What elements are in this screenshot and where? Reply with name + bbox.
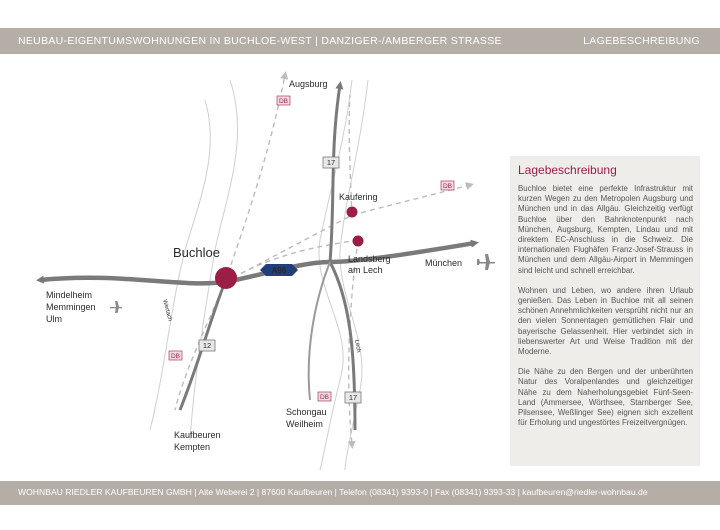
b17-north-label: 17 <box>326 158 336 167</box>
svg-text:DB: DB <box>170 353 181 360</box>
airplane-icon-memmingen <box>110 301 122 313</box>
label-mindelheim: Mindelheim <box>46 290 93 300</box>
a96-label: A96 <box>271 266 287 275</box>
airplane-icon-muenchen <box>477 254 495 270</box>
svg-text:DB: DB <box>319 394 330 401</box>
info-paragraph-2: Wohnen und Leben, wo andere ihren Urlaub genießen. Das Leben in Buchloe mit all seinen schönen Annehmlichkeiten versprüht nicht nur an den vielen Sonnentagen gemütlichen Flair und bayerische Gelassenheit. Hier verbindet sich in liebenswerter Art und Weise Tradition mit der Moderne. <box>518 285 693 357</box>
label-wertach: Wertach <box>161 298 173 322</box>
header-bar <box>0 28 720 54</box>
label-buchloe: Buchloe <box>173 245 220 260</box>
map-labels <box>46 79 462 452</box>
label-kaufering: Kaufering <box>339 192 378 202</box>
b12-label: 12 <box>202 341 212 350</box>
label-weilheim: Weilheim <box>286 419 323 429</box>
b17-shield-north <box>323 157 339 168</box>
section-title: LAGEBESCHREIBUNG <box>583 35 700 47</box>
label-memmingen: Memmingen <box>46 302 96 312</box>
road-schongau <box>309 262 330 400</box>
label-muenchen: München <box>425 258 463 268</box>
page-title: NEUBAU-EIGENTUMSWOHNUNGEN IN BUCHLOE-WEST | DANZIGER-/AMBERGER STRASSE <box>18 35 502 47</box>
location-map <box>0 56 510 481</box>
label-ulm: Ulm <box>46 314 62 324</box>
db-badge-kaufbeuren <box>169 351 182 360</box>
label-landsberg-2: am Lech <box>348 265 383 275</box>
kaufering-marker <box>347 207 358 218</box>
svg-text:DB: DB <box>442 183 453 190</box>
label-kempten: Kempten <box>174 442 211 452</box>
svg-text:DB: DB <box>278 98 289 105</box>
buchloe-marker <box>215 267 237 289</box>
b17-shield-south <box>345 392 361 403</box>
db-badge-augsburg <box>277 96 290 105</box>
label-schongau: Schongau <box>286 407 327 417</box>
rail-augsburg <box>225 75 285 282</box>
b12-shield <box>199 340 215 351</box>
label-augsburg: Augsburg <box>289 79 328 89</box>
footer-contact: WOHNBAU RIEDLER KAUFBEUREN GMBH | Alte Weberei 2 | 87600 Kaufbeuren | Telefon (08341) 9393-0 | Fax (08341) 9393-33 | kaufbeuren@riedler-wohnbau.de <box>18 487 648 497</box>
label-lech: Lech <box>353 339 362 354</box>
db-badge-muenchen <box>441 181 454 190</box>
info-text <box>518 184 693 438</box>
b17-south-label: 17 <box>348 393 358 402</box>
label-landsberg-1: Landsberg <box>348 254 391 264</box>
db-badge-schongau <box>318 392 331 401</box>
info-paragraph-3: Die Nähe zu den Bergen und der unberührten Natur des Voralpenlandes und gleichzeitiger Nähe zu dem Naherholungsgebiet Fünf-Seen-Land (Ammersee, Wörthsee, Starnberger See, Pilsensee, Weßlinger See) eignen sich exzellent für Erholung und ungestörtes Freizeitvergnügen. <box>518 367 693 428</box>
info-paragraph-1: Buchloe bietet eine perfekte Infrastruktur mit kurzen Wegen zu den Metropolen Augsburg und München und in das Allgäu. Gleichzeitig verfügt Buchloe über den Bahnknotenpunkt nach München, Augsburg, Kempten, Lindau und mit direktem EC-Anschluss in die Schweiz. Die internationalen Flughäfen Franz-Josef-Strauss in München und dem Allgäu-Airport in Memmingen sind leicht und schnell erreichbar. <box>518 184 693 275</box>
info-box <box>510 156 700 466</box>
roads <box>40 85 475 430</box>
road-a96-west <box>40 278 225 284</box>
river-wertach <box>150 100 210 430</box>
river-wertach-2 <box>190 80 238 440</box>
footer-bar <box>0 481 720 505</box>
a96-shield <box>260 264 298 276</box>
info-title: Lagebeschreibung <box>518 163 617 177</box>
label-kaufbeuren: Kaufbeuren <box>174 430 221 440</box>
landsberg-marker <box>353 236 364 247</box>
